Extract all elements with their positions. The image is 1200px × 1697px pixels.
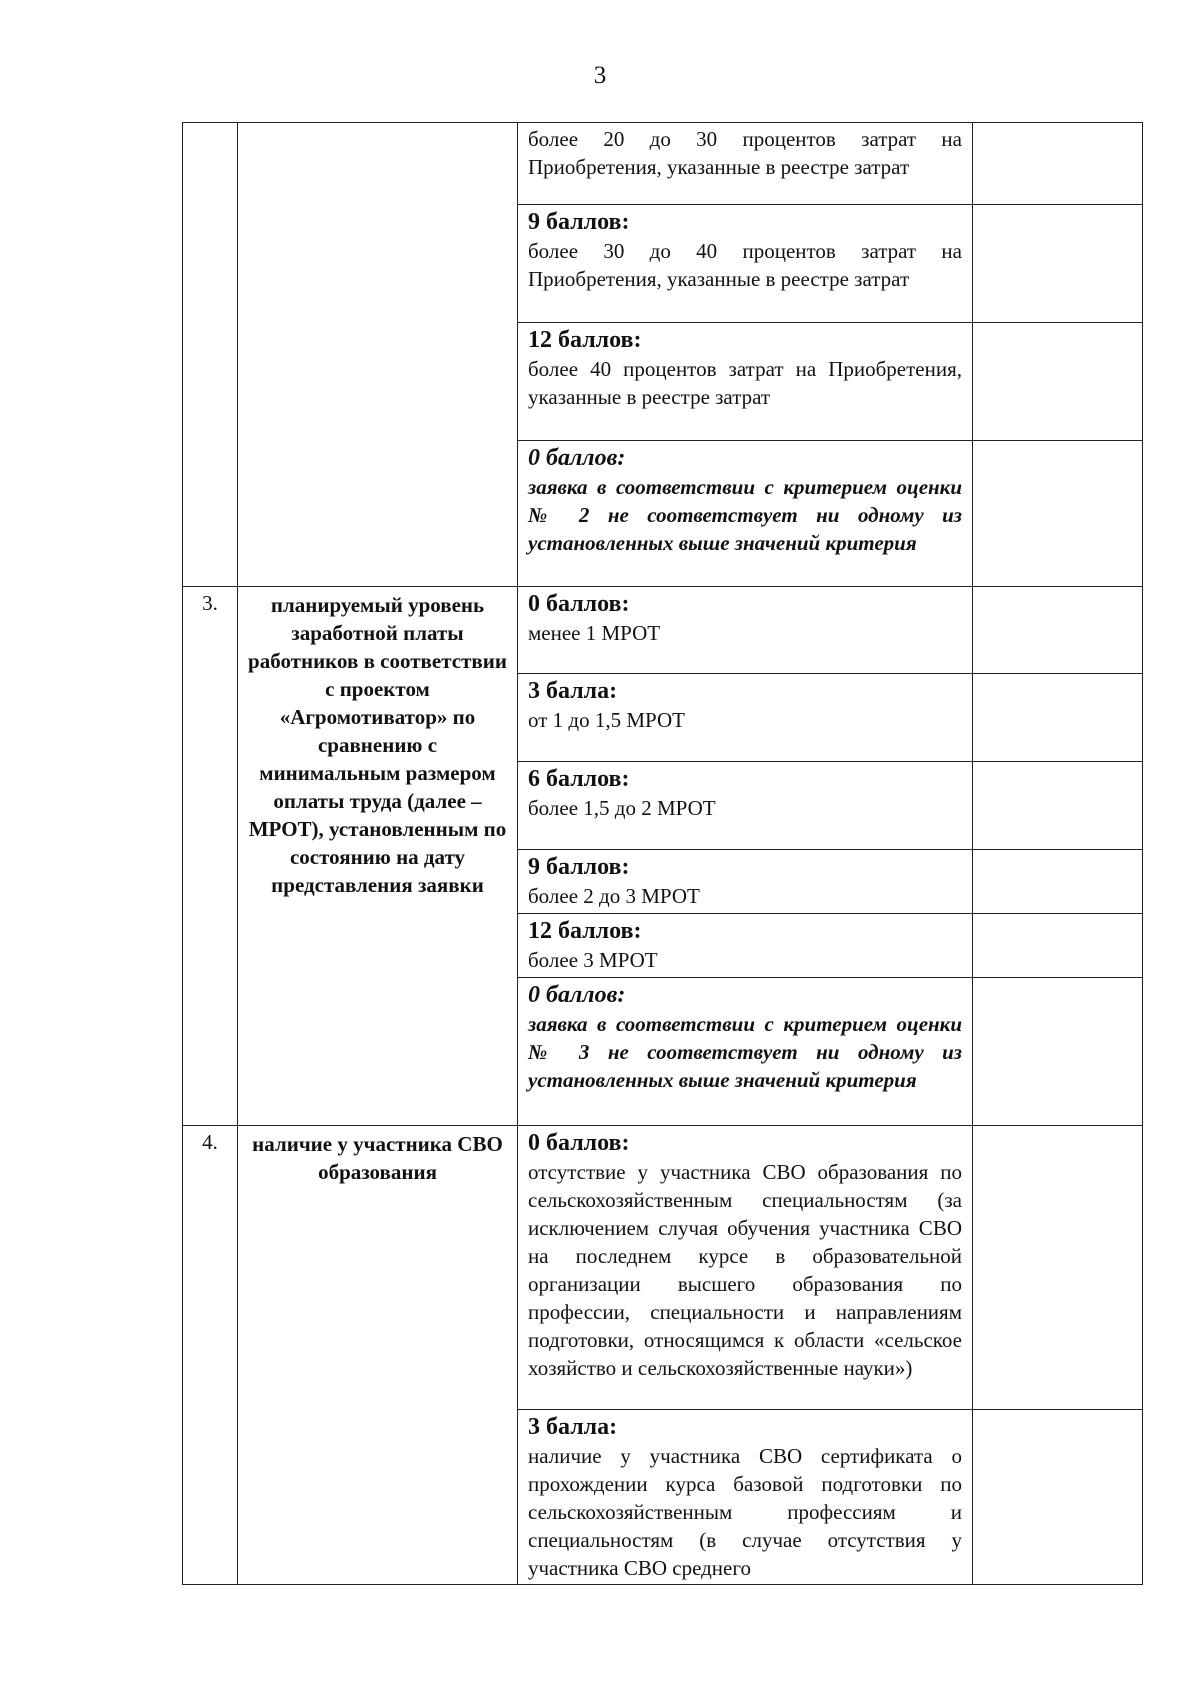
points-cell (973, 123, 1143, 205)
criterion-number: 4. (183, 1126, 238, 1585)
criteria-table (182, 122, 1143, 1585)
score-text: более 2 до 3 МРОТ (528, 884, 700, 908)
points-cell (973, 1126, 1143, 1410)
points-cell (973, 205, 1143, 323)
score-cell (518, 978, 973, 1126)
score-cell (518, 914, 973, 978)
criterion-name: планируемый уровень заработной платы работников в соответствии с проектом «Агромотиватор» по сравнению с минимальным размером оплаты труда (далее – МРОТ), установленным по состоянию на дату представления заявки (238, 587, 518, 1126)
score-text: от 1 до 1,5 МРОТ (528, 708, 685, 732)
score-text: наличие у участника СВО сертификата о прохождении курса базовой подготовки по сельскохозяйственным профессиям и специальностям (в случае отсутствия у участника СВО среднего (528, 1444, 962, 1580)
score-title: 3 балла: (528, 1414, 618, 1440)
score-cell (518, 674, 973, 762)
score-title: 3 балла: (528, 678, 618, 704)
score-title: 12 баллов: (528, 918, 642, 944)
score-text: заявка в соответствии с критерием оценки № 2 не соответствует ни одному из установленных выше значений критерия (528, 475, 962, 555)
score-cell (518, 205, 973, 323)
score-text: более 40 процентов затрат на Приобретения, указанные в реестре затрат (528, 357, 962, 409)
criterion-number-cell (183, 123, 238, 587)
score-text: более 30 до 40 процентов затрат на Приобретения, указанные в реестре затрат (528, 239, 962, 291)
table-row (183, 587, 1143, 674)
score-title: 0 баллов: (528, 982, 626, 1008)
score-cell (518, 1410, 973, 1585)
page-number: 3 (593, 62, 607, 89)
score-text: заявка в соответствии с критерием оценки № 3 не соответствует ни одному из установленных выше значений критерия (528, 1012, 962, 1092)
score-text: более 3 МРОТ (528, 948, 658, 972)
points-cell (973, 978, 1143, 1126)
score-text: менее 1 МРОТ (528, 621, 661, 645)
table-row (183, 123, 1143, 205)
score-cell (518, 850, 973, 914)
points-cell (973, 323, 1143, 441)
points-cell (973, 762, 1143, 850)
points-cell (973, 441, 1143, 587)
criterion-name-cell (238, 123, 518, 587)
points-cell (973, 674, 1143, 762)
points-cell (973, 587, 1143, 674)
points-cell (973, 1410, 1143, 1585)
score-title: 9 баллов: (528, 854, 630, 880)
score-cell (518, 123, 973, 205)
score-cell (518, 587, 973, 674)
table-row (183, 1126, 1143, 1410)
score-title: 6 баллов: (528, 766, 630, 792)
score-title: 0 баллов: (528, 1130, 630, 1156)
score-title: 9 баллов: (528, 209, 630, 235)
score-text: более 20 до 30 процентов затрат на Приобретения, указанные в реестре затрат (528, 127, 962, 179)
criterion-number: 3. (183, 587, 238, 1126)
score-title: 0 баллов: (528, 591, 630, 617)
points-cell (973, 850, 1143, 914)
criterion-name: наличие у участника СВО образования (238, 1126, 518, 1585)
score-text: более 1,5 до 2 МРОТ (528, 796, 716, 820)
score-cell (518, 441, 973, 587)
score-cell (518, 323, 973, 441)
score-text: отсутствие у участника СВО образования по сельскохозяйственным специальностям (за исключением случая обучения участника СВО на последнем курсе в образовательной организации высшего образования по профессии, специальности и направлениям подготовки, относящимся к области «сельское хозяйство и сельскохозяйственные науки») (528, 1160, 962, 1380)
score-title: 0 баллов: (528, 445, 626, 471)
points-cell (973, 914, 1143, 978)
score-cell (518, 762, 973, 850)
score-title: 12 баллов: (528, 327, 642, 353)
score-cell (518, 1126, 973, 1410)
